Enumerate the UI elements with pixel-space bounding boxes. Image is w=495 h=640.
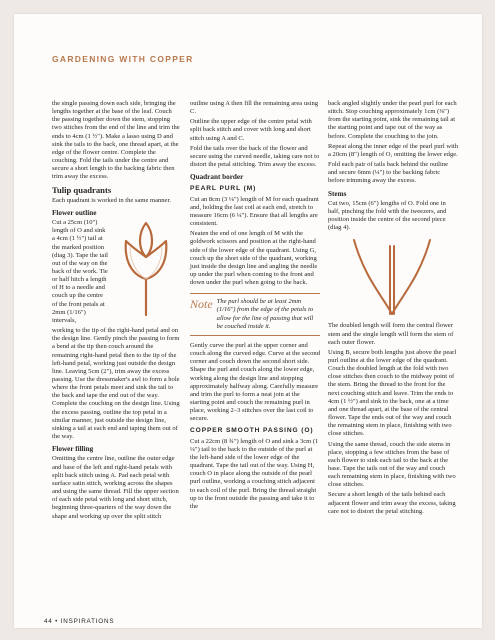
tulip-diagram-3 <box>112 219 180 327</box>
paragraph: back angled slightly under the pearl purl for each stitch. Stop couching approximately 1cm (⅜") from the starting point, sink the remaining tail at the starting point and tape out of the way as before. Complete the couching to the join. <box>328 100 457 140</box>
paragraph: Cut a 25cm (10") length of O and sink a 4cm (1 ½") tail at the marked position (diag 3). Tape the tail out of the way on the back of the work. Tie or half hitch a length of H to a needle and couch up the centre of the front petals at 2mm (1/16") intervals, <box>52 219 108 324</box>
paragraph: Cut an 8cm (3 ⅛") length of M for each quadrant and, holding the last coil at each end, stretch to measure 16cm (6 ¼"). Ensure that all lengths are consistent. <box>190 195 319 228</box>
paragraph: Cut a 22cm (8 ¾") length of O and sink a 3cm (1 ¼") tail to the back to the outside of the purl at the left-hand side of the lower edge of the quadrant. Tape the tail out of the way. Using H, couch O in place along the outside of the pearl purl outline, working a couching stitch adjacent to each coil of the purl. Bring the thread straight up to the front outside the passing and take it to the <box>190 437 319 510</box>
page-footer <box>44 618 114 625</box>
paragraph: Fold each pair of tails back behind the outline and secure 6mm (¼") to the backing fabric before trimming away the excess. <box>328 161 448 185</box>
paragraph: Gently curve the purl at the upper corner and couch along the curved edge. Curve at the second corner and couch down the second short side. Shape the purl and couch along the lower edge, working along the design line and stopping approximately halfway along. Carefully measure and trim the purl to form a neat join at the starting point and couch the remaining purl in place, working 2–3 stitches over the last coil to secure. <box>190 341 320 423</box>
heading-tulip-quadrants: Tulip quadrants <box>52 184 112 195</box>
column-2 <box>190 100 320 513</box>
heading-stems: Stems <box>328 189 347 198</box>
paragraph: Omitting the centre line, outline the outer edge and base of the left and right-hand petals with split back stitch using A. Pad each petal with surface satin stitch, working across the shapes and using the same thread. Fill the upper section of each side petal with long and short stitch, beginning three-quarters of the way down the shape and working up over the split stitch <box>52 455 179 520</box>
paragraph: Each quadrant is worked in the same manner. <box>52 196 171 204</box>
page <box>14 14 482 628</box>
paragraph: Outline the upper edge of the centre petal with split back stitch and cover with long and short stitch using A and C. <box>190 118 312 142</box>
heading-copper-smooth-passing: COPPER SMOOTH PASSING (O) <box>190 427 314 435</box>
paragraph: Cut two, 15cm (6") lengths of O. Fold one in half, pinching the fold with the tweezers, and position inside the centre of the second piece (diag 4). <box>328 199 447 232</box>
heading-flower-outline: Flower outline <box>52 208 97 217</box>
paragraph: Repeat along the inner edge of the pearl purl with a 20cm (8") length of O, omitting the lower edge. <box>328 142 458 158</box>
outline-text-with-diagram <box>52 219 180 327</box>
heading-pearl-purl: PEARL PURL (M) <box>190 185 257 193</box>
note-text: The purl should be at least 2mm (1/16") from the edge of the petals to allow for the line of passing that will be couched inside it. <box>216 298 314 330</box>
column-3 <box>328 100 458 518</box>
tulip-outline-illustration <box>112 219 180 317</box>
heading-quadrant-border: Quadrant border <box>190 173 244 182</box>
paragraph: the single passing down each side, bringing the lengths together at the base of the leaf. Couch the passing together down the stem, stopping two stitches from the end of the line and trim the ends to 4cm (1 ½"). Make a lasso using D and sink the tails to the back, one thread apart, at the edge of the flower centre. Complete the couching. Fold the tails under the centre and secure a short length to the backing fabric then trim away the excess. <box>52 100 180 181</box>
column-1 <box>52 100 180 523</box>
note-box <box>190 293 320 336</box>
page-number: 44 <box>44 618 53 625</box>
heading-flower-filling: Flower filling <box>52 445 94 454</box>
stems-illustration <box>342 236 442 316</box>
paragraph: Secure a short length of the tails behind each adjacent flower and trim away the excess, taking care not to distort the petal stitching. <box>328 491 456 515</box>
stem-diagram-4 <box>342 236 458 316</box>
paragraph: The doubled length will form the central flower stem and the single length will form the stem of each outer flower. <box>328 322 454 346</box>
footer-section: INSPIRATIONS <box>60 618 115 625</box>
paragraph: Neaten the end of one length of M with the goldwork scissors and position at the right-hand side of the lower edge of the quadrant. Using G, couch up the short side of the quadrant, working just inside the design line and angling the needle up under the purl when coming to the front and down under the purl when going to the back. <box>190 230 318 287</box>
paragraph: Using B, secure both lengths just above the pearl purl outline at the lower edge of the quadrant. Couch the doubled length at the fold with two close stitches then couch to the midway point of the stem. Bring the thread to the front for the next couching stitch and leave. Trim the ends to 4cm (1 ½") and sink to the back, one at a time and one thread apart, at the base of the central flower. Tape the ends out of the way and couch the remaining stem in place, finishing with two close stitches. <box>328 348 457 438</box>
paragraph: outline using A then fill the remaining area using C. <box>190 100 319 116</box>
paragraph: Using the same thread, couch the side stems in place, stopping a few stitches from the base of each flower to sink each tail to the back at the base. Tape the tails out of the way and couch each remaining stem in place, finishing with two close stitches. <box>328 440 456 489</box>
paragraph: Fold the tails over the back of the flower and secure using the curved needle, taking care not to distort the petal stitching. Trim away the excess. <box>190 144 320 169</box>
footer-separator: • <box>55 618 59 625</box>
section-header: GARDENING WITH COPPER <box>52 54 194 64</box>
note-label: Note <box>190 297 213 312</box>
paragraph: working to the tip of the right-hand petal and on the design line. Gently pinch the passing to form a bend at the tip then couch around the remaining right-hand petal then to the tip of the left-hand petal, working just outside the design line. Leaving 5cm (2"), trim away the excess passing. Use the dressmaker's awl to form a hole where the front petals meet and sink the tail to the back and tape the end out of the way. Complete the couching on the design line. Using the excess passing, outline the top petal in a similar manner, just outside the design line, sinking a tail at each end and taping them out of the way. <box>52 327 180 441</box>
